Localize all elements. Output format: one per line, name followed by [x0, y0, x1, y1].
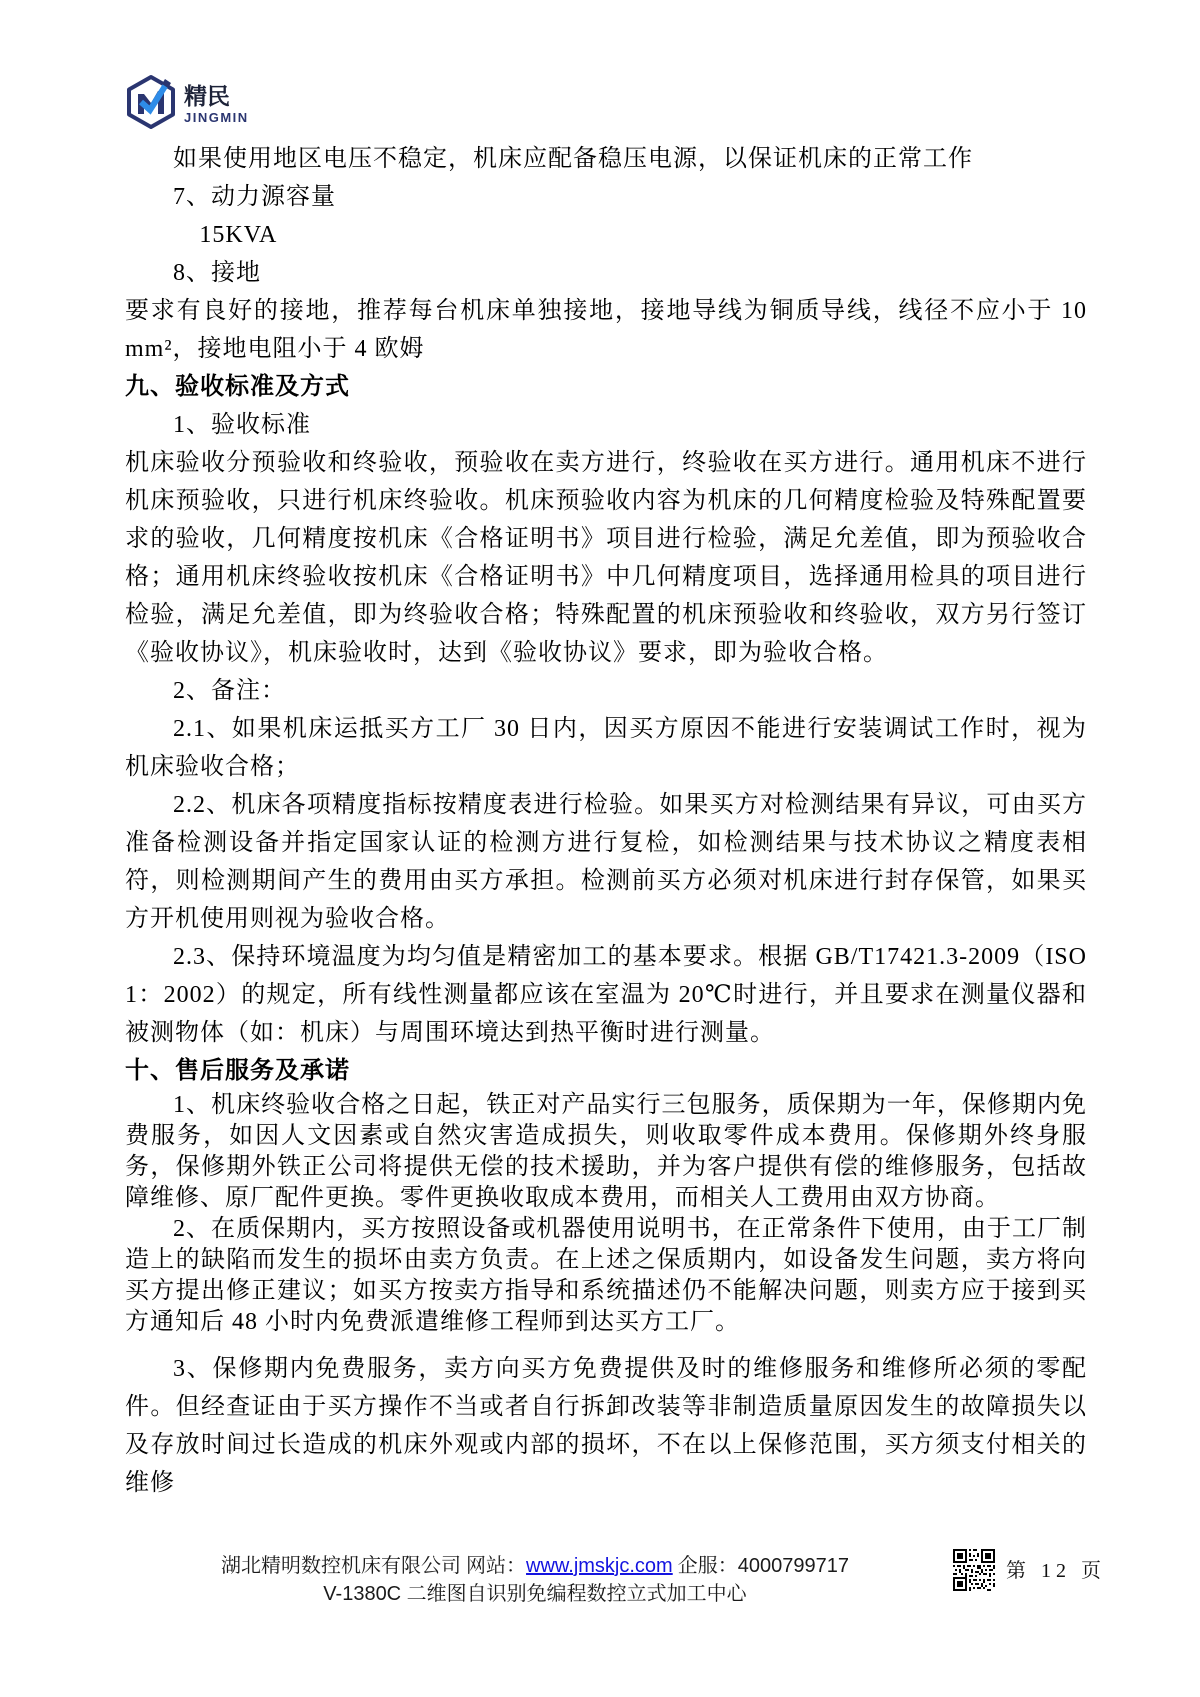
service-phone: 4000799717	[737, 1555, 849, 1577]
paragraph: 1、机床终验收合格之日起，铁正对产品实行三包服务，质保期为一年，保修期内免费服务，如因人文因素或自然灾害造成损失，则收取零件成本费用。保修期外终身服务，保修期外铁正公司将提供无偿的技术援助，并为客户提供有偿的维修服务，包括故障维修、原厂配件更换。零件更换收取成本费用，而相关人工费用由双方协商。	[125, 1092, 1087, 1211]
section-heading: 九、验收标准及方式	[125, 373, 350, 400]
paragraph: 2.2、机床各项精度指标按精度表进行检验。如果买方对检测结果有异议，可由买方准备检测设备并指定国家认证的检测方进行复检，如检测结果与技术协议之精度表相符，则检测期间产生的费用由买方承担。检测前买方必须对机床进行封存保管，如果买方开机使用则视为验收合格。	[125, 792, 1087, 932]
logo-en-text: JINGMIN	[184, 110, 249, 125]
paragraph: 2、备注：	[173, 678, 286, 704]
document-body	[125, 140, 1087, 1502]
paragraph: 2.1、如果机床运抵买方工厂 30 日内，因买方原因不能进行安装调试工作时，视为机床验收合格；	[125, 716, 1087, 780]
company-name: 湖北精明数控机床有限公司	[221, 1555, 462, 1577]
paragraph: 15KVA	[199, 222, 278, 248]
paragraph: 3、保修期内免费服务，卖方向买方免费提供及时的维修服务和维修所必须的零配件。但经查证由于买方操作不当或者自行拆卸改装等非制造质量原因发生的故障损失以及存放时间过长造成的机床外观或内部的损坏，不在以上保修范围，买方须支付相关的维修	[125, 1356, 1087, 1496]
website-label: 网站：	[461, 1555, 527, 1577]
service-label: 企服：	[672, 1555, 738, 1577]
qr-code-icon	[953, 1549, 995, 1591]
paragraph: 如果使用地区电压不稳定，机床应配备稳压电源，以保证机床的正常工作	[173, 146, 973, 172]
website-link[interactable]: www.jmskjc.com	[526, 1555, 673, 1577]
logo-zh-text: 精民	[184, 83, 230, 109]
paragraph: 要求有良好的接地，推荐每台机床单独接地，接地导线为铜质导线，线径不应小于 10 mm²，接地电阻小于 4 欧姆	[125, 298, 1087, 362]
paragraph: 8、接地	[173, 260, 261, 286]
paragraph: 2.3、保持环境温度为均匀值是精密加工的基本要求。根据 GB/T17421.3-2009（ISO 1：2002）的规定，所有线性测量都应该在室温为 20℃时进行，并且要求在测量仪器和被测物体（如：机床）与周围环境达到热平衡时进行测量。	[125, 944, 1087, 1046]
page-number: 第 12 页	[1006, 1560, 1106, 1582]
paragraph: 7、动力源容量	[173, 184, 336, 210]
paragraph: 2、在质保期内，买方按照设备或机器使用说明书，在正常条件下使用，由于工厂制造上的缺陷而发生的损坏由卖方负责。在上述之保质期内，如设备发生问题，卖方将向买方提出修正建议；如买方按卖方指导和系统描述仍不能解决问题，则卖方应于接到买方通知后 48 小时内免费派遣维修工程师到达买方工厂。	[125, 1216, 1087, 1335]
page-footer	[120, 1552, 950, 1608]
logo-graphic	[122, 72, 272, 136]
paragraph: 1、验收标准	[173, 412, 311, 438]
section-heading: 十、售后服务及承诺	[125, 1057, 350, 1084]
product-name-line: V-1380C 二维图自识别免编程数控立式加工中心	[323, 1583, 747, 1605]
paragraph: 机床验收分预验收和终验收，预验收在卖方进行，终验收在买方进行。通用机床不进行机床预验收，只进行机床终验收。机床预验收内容为机床的几何精度检验及特殊配置要求的验收，几何精度按机床《合格证明书》项目进行检验，满足允差值，即为预验收合格；通用机床终验收按机床《合格证明书》中几何精度项目，选择通用检具的项目进行检验，满足允差值，即为终验收合格；特殊配置的机床预验收和终验收，双方另行签订《验收协议》，机床验收时，达到《验收协议》要求，即为验收合格。	[125, 450, 1087, 666]
footer-contact-line	[120, 1552, 950, 1580]
company-logo	[122, 72, 272, 136]
